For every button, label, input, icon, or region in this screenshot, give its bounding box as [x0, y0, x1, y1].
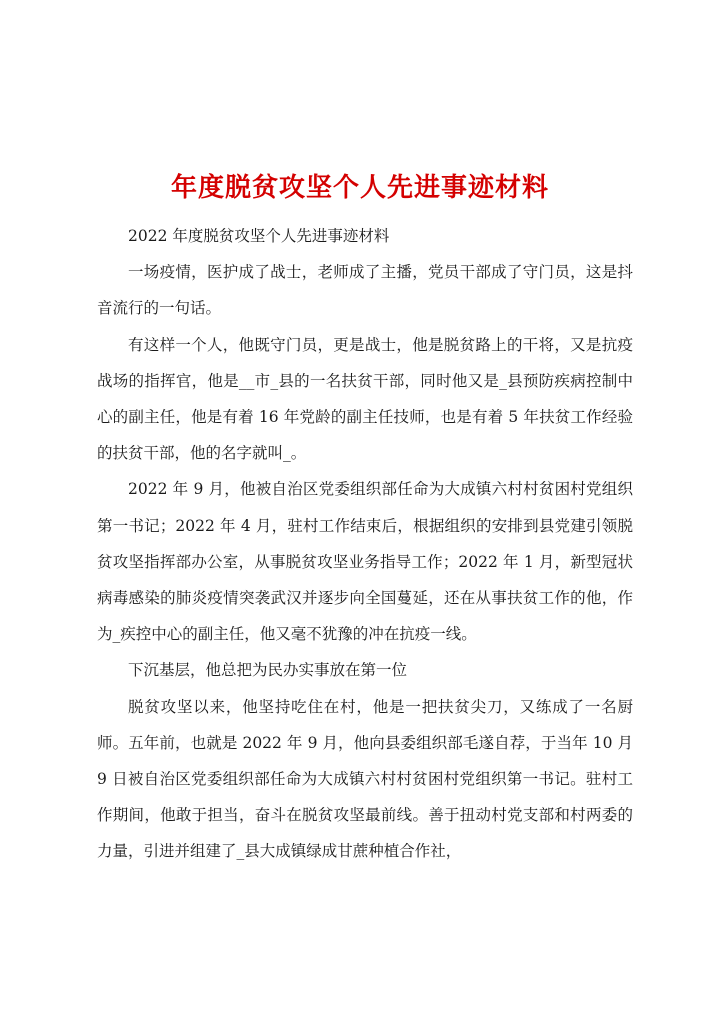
section-heading: 下沉基层，他总把为民办实事放在第一位	[128, 661, 408, 680]
document-title: 年度脱贫攻坚个人先进事迹材料	[170, 173, 549, 204]
paragraph-5: 脱贫攻坚以来，他坚持吃住在村，他是一把扶贫尖刀，又练成了一名厨师。五年前，也就是 2022 年 9 月，他向县委组织部毛遂自荐，于当年 10 月 9 日被自治区党委组织部任命为大成镇六村村贫困村党组织第一书记。驻村工作期间，他敢于担当，奋斗在脱贫攻坚最前线。善于扭动村党支部和村两委的力量，引进并组建了_县大成镇绿成甘蔗种植合作社，	[97, 697, 633, 861]
document-body	[97, 218, 633, 870]
document-subtitle: 2022 年度脱贫攻坚个人先进事迹材料	[128, 227, 390, 245]
paragraph-2: 有这样一个人，他既守门员，更是战士，他是脱贫路上的干将，又是抗疫战场的指挥官，他是__市_县的一名扶贫干部，同时他又是_县预防疾病控制中心的副主任，他是有着 16 年党龄的副主任技师，也是有着 5 年扶贫工作经验的扶贫干部，他的名字就叫_。	[97, 335, 633, 463]
paragraph-3: 2022 年 9 月，他被自治区党委组织部任命为大成镇六村村贫困村党组织第一书记；2022 年 4 月，驻村工作结束后，根据组织的安排到县党建引领脱贫攻坚指挥部办公室，从事脱贫攻坚业务指导工作；2022 年 1 月，新型冠状病毒感染的肺炎疫情突袭武汉并逐步向全国蔓延，还在从事扶贫工作的他，作为_疾控中心的副主任，他又毫不犹豫的冲在抗疫一线。	[97, 480, 633, 644]
paragraph-1: 一场疫情，医护成了战士，老师成了主播，党员干部成了守门员，这是抖音流行的一句话。	[97, 263, 633, 318]
